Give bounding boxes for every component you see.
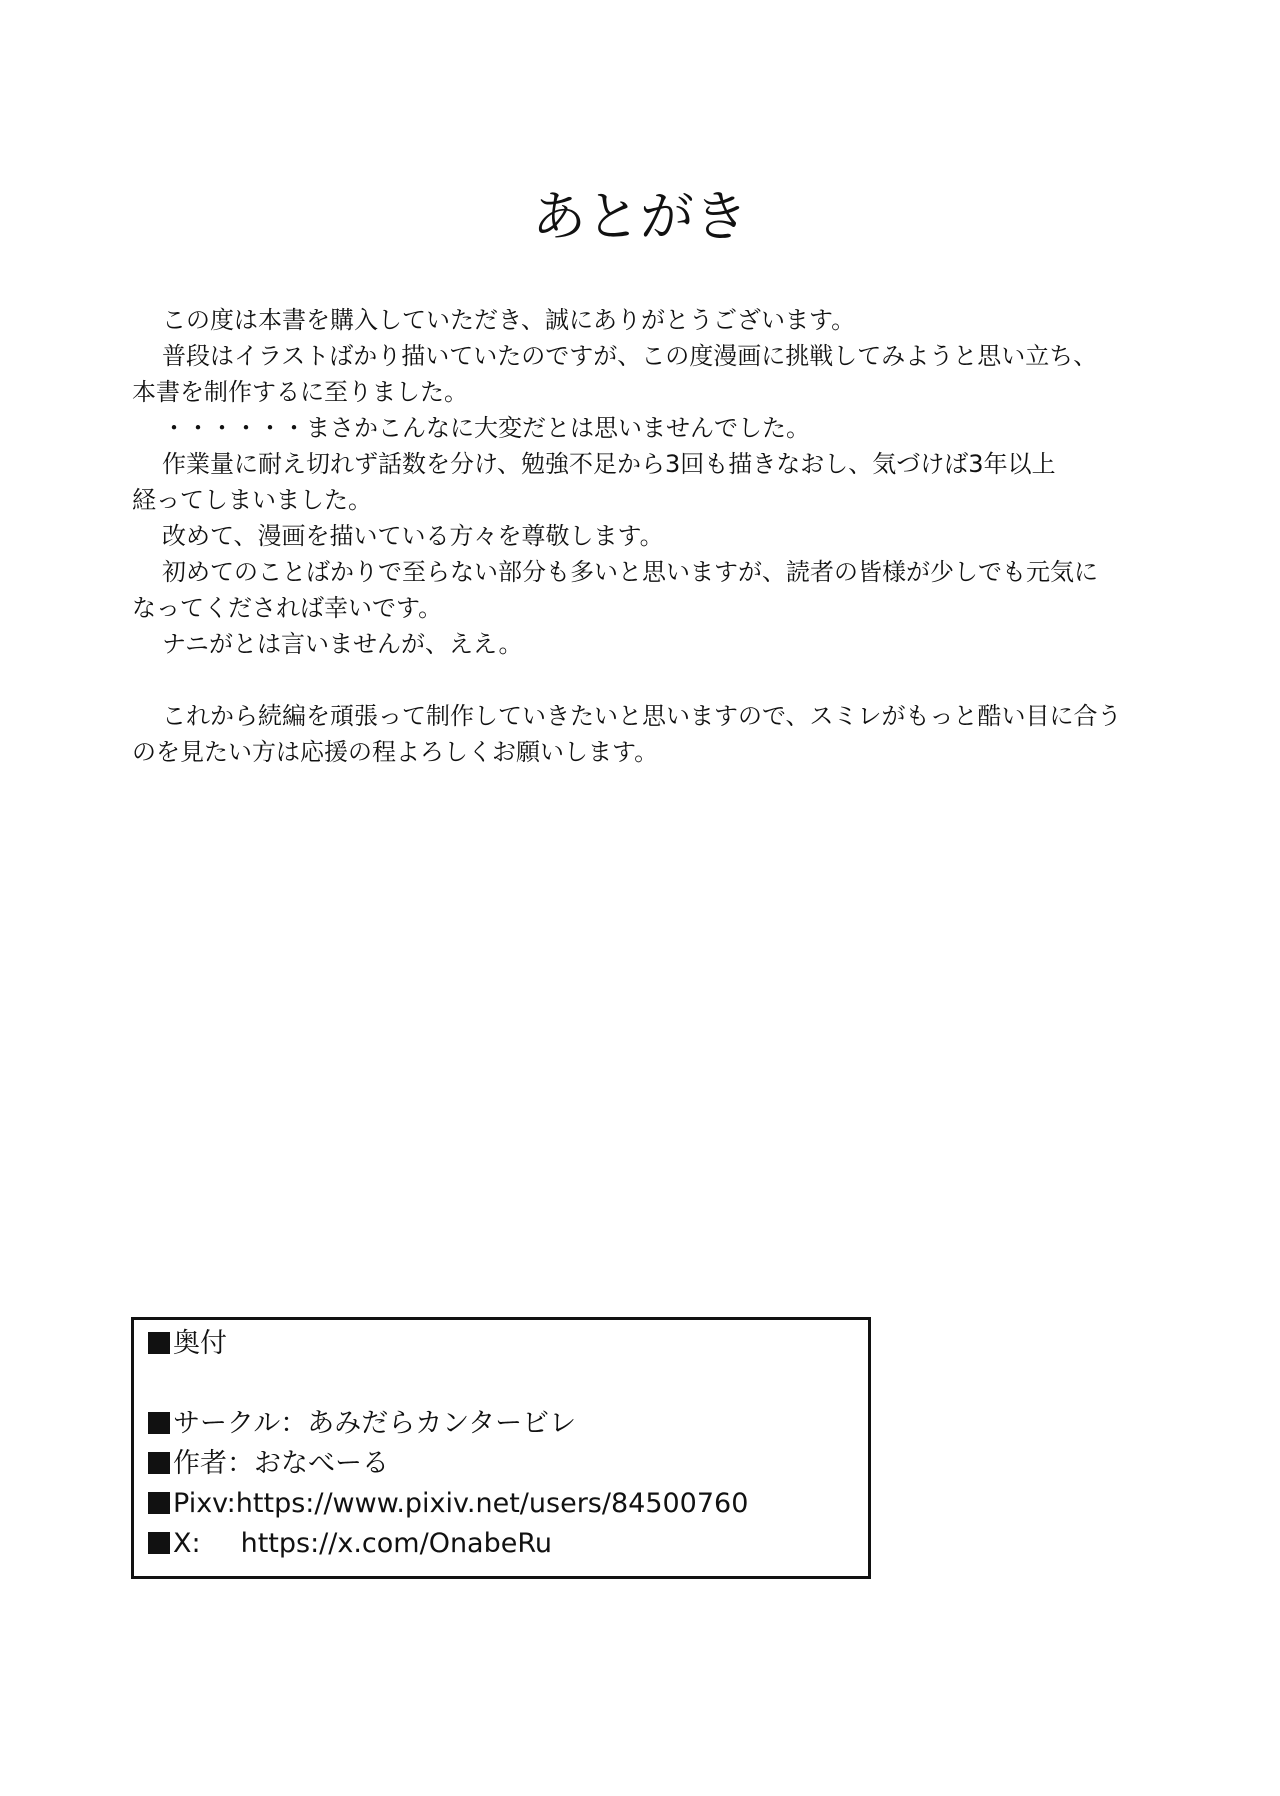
- afterword-body: [132, 302, 1172, 770]
- colophon-author: 作者：おなべーる: [173, 1448, 389, 1479]
- colophon-heading: 奥付: [173, 1328, 227, 1359]
- afterword-line: 本書を制作するに至りました。: [132, 378, 468, 406]
- colophon-author-row: [148, 1444, 748, 1484]
- afterword-line: この度は本書を購入していただき、誠にありがとうございます。: [162, 306, 856, 334]
- afterword-line: 初めてのことばかりで至らない部分も多いと思いますが、読者の皆様が少しでも元気に: [162, 558, 1098, 586]
- colophon-pixiv-row: [148, 1484, 748, 1524]
- square-bullet-icon: [148, 1532, 170, 1554]
- colophon-x-row: [148, 1524, 748, 1564]
- colophon-heading-row: [148, 1324, 748, 1364]
- afterword-line: ・・・・・・まさかこんなに大変だとは思いませんでした。: [162, 414, 810, 442]
- afterword-line: これから続編を頑張って制作していきたいと思いますので、スミレがもっと酷い目に合う: [162, 702, 1122, 730]
- afterword-line: 経ってしまいました。: [132, 486, 372, 514]
- afterword-line: 改めて、漫画を描いている方々を尊敬します。: [162, 522, 664, 550]
- square-bullet-icon: [148, 1332, 170, 1354]
- square-bullet-icon: [148, 1412, 170, 1434]
- pixiv-link[interactable]: https://www.pixiv.net/users/84500760: [235, 1488, 749, 1519]
- paragraph-spacer: [132, 662, 1172, 698]
- colophon-circle: サークル：あみだらカンタービレ: [173, 1408, 577, 1439]
- page-title: あとがき: [532, 185, 748, 248]
- colophon-spacer: [148, 1364, 748, 1404]
- afterword-line: 普段はイラストばかり描いていたのですが、この度漫画に挑戦してみようと思い立ち、: [162, 342, 1098, 370]
- colophon-circle-row: [148, 1404, 748, 1444]
- afterword-line: 作業量に耐え切れず話数を分け、勉強不足から3回も描きなおし、気づけば3年以上: [162, 450, 1056, 478]
- square-bullet-icon: [148, 1492, 170, 1514]
- afterword-line: ナニがとは言いませんが、ええ。: [162, 630, 523, 658]
- afterword-line: のを見たい方は応援の程よろしくお願いします。: [132, 738, 659, 766]
- colophon-box: [131, 1317, 871, 1579]
- square-bullet-icon: [148, 1452, 170, 1474]
- afterword-line: なってくだされば幸いです。: [132, 594, 443, 622]
- pixiv-label: Pixv:: [173, 1488, 236, 1519]
- x-link[interactable]: https://x.com/OnabeRu: [240, 1528, 553, 1559]
- x-label: X:: [173, 1528, 201, 1559]
